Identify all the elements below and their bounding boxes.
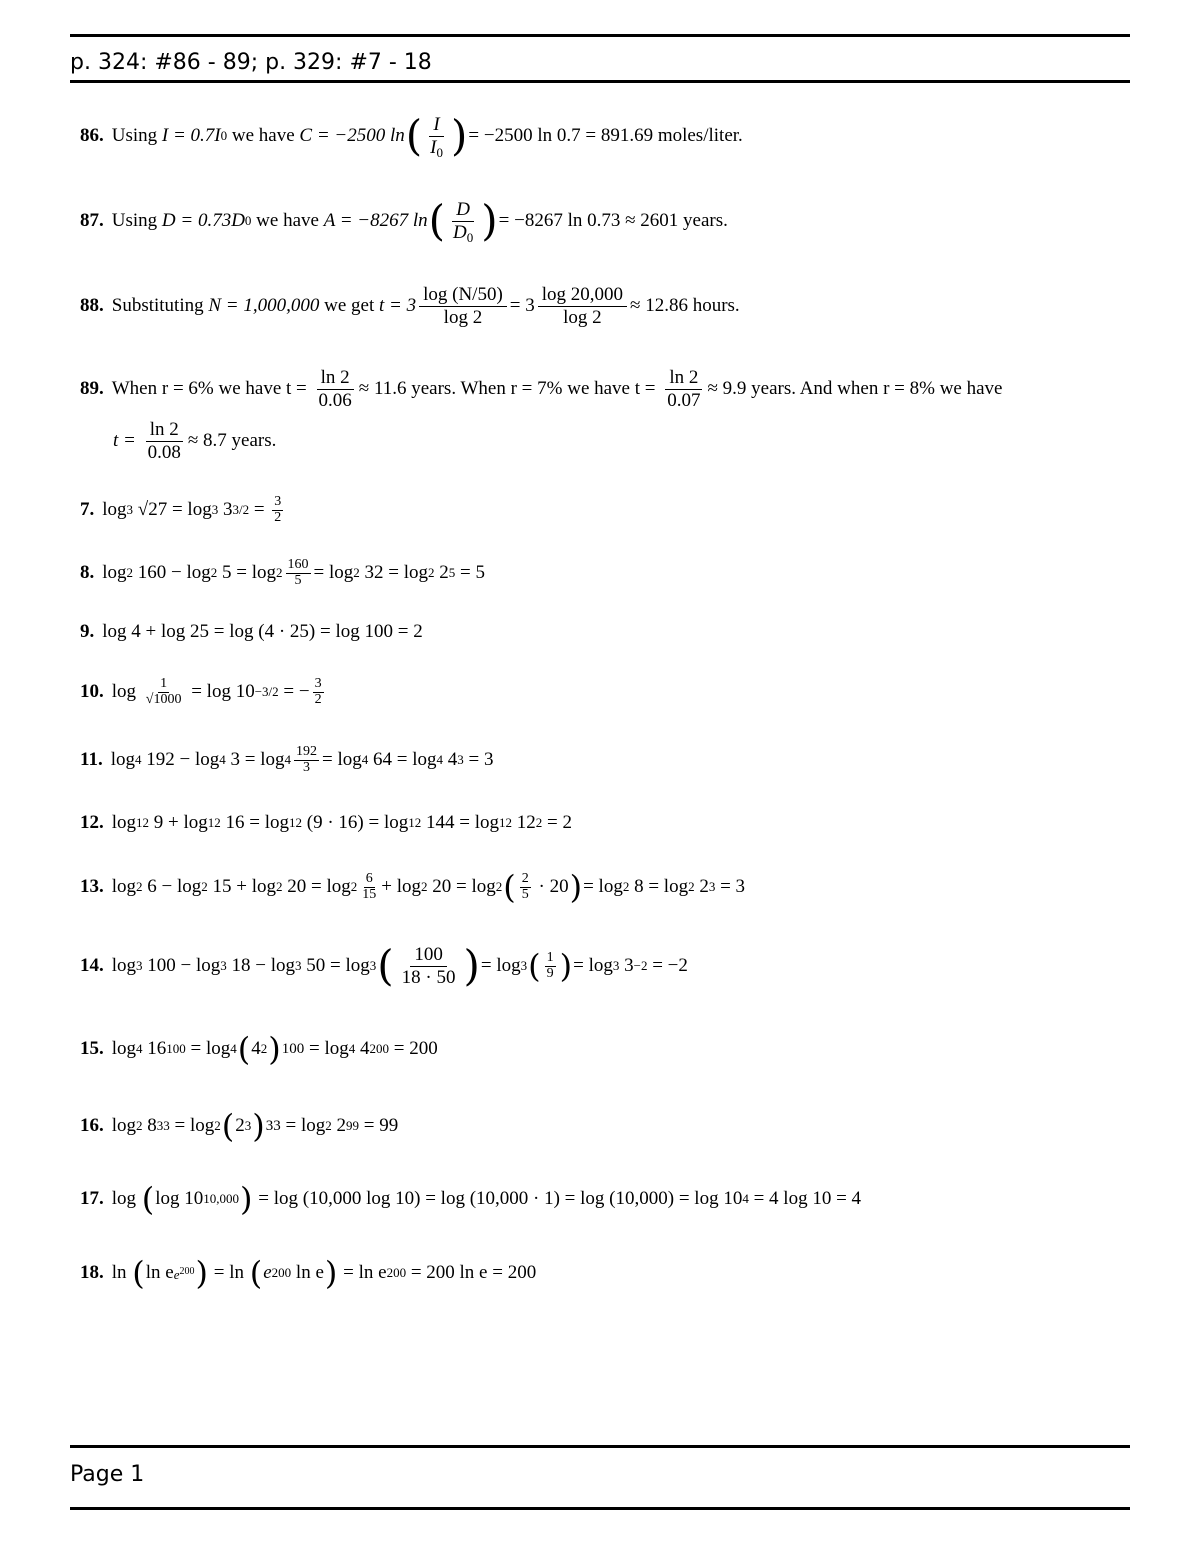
left-paren: (	[132, 1254, 145, 1292]
fraction: $\frac{3}{2}$	[314, 675, 322, 707]
left-paren: (	[237, 1030, 251, 1068]
right-paren: )	[240, 1180, 253, 1218]
problem-87: 87. Using D = 0.73D 0 we have A = −8267 ln ( D $D_0$ ) = −8267 ln 0.73 ≈ 2601 years.	[80, 196, 728, 245]
problem-12: 12. log 12 9 + log 12 16 = log 12 (9 · 16) = log 12 144 = log 12 12 2 = 2	[80, 812, 572, 833]
problem-18: 18. ln ( ln e $e^{200}$ ) = ln ( e 200 ln e ) = ln e 200 = 200 ln e = 200	[80, 1254, 537, 1292]
problem-7: 7. log 3 √27 = log 3 3 3/2 = $\frac{3}{2}$	[80, 493, 282, 525]
left-paren: (	[528, 947, 541, 985]
fraction: 6 15	[362, 870, 377, 902]
left-paren: (	[141, 1180, 155, 1218]
right-paren: )	[324, 1254, 338, 1292]
fraction: 100 18 · 50	[401, 943, 456, 988]
right-paren: )	[195, 1254, 208, 1292]
header-top-rule	[70, 34, 1130, 37]
right-paren: )	[463, 941, 480, 990]
right-paren: )	[252, 1107, 265, 1145]
left-paren: (	[503, 868, 516, 906]
fraction: I $I_0$	[430, 113, 443, 160]
problem-15: 15. log 4 16 100 = log 4 ( 4 2 ) 100 = log 4 4 200 = 200	[80, 1030, 438, 1068]
right-paren: )	[268, 1030, 281, 1068]
page-title: p. 324: #86 - 89; p. 329: #7 - 18	[70, 50, 432, 75]
problem-13: 13. log 2 6 − log 2 15 + log 2 20 = log 2 6 15 + log 2 20 = log 2 ( 2 5 · 20 ) = log 2 8 = log 2 2 3 = 3	[80, 868, 746, 906]
fraction: $\frac{3}{2}$	[274, 493, 282, 525]
page-number: Page 1	[70, 1462, 145, 1487]
fraction: $\frac{160}{5}$	[287, 556, 309, 588]
fraction: $\frac{1}{√1000}$	[145, 675, 182, 707]
problem-8: 8. log 2 160 − log 2 5 = log 2 $\frac{160}{5}$ = log 2 32 = log 2 2 5 = 5	[80, 556, 485, 588]
fraction: 2 5	[521, 870, 529, 902]
right-paren: )	[451, 111, 468, 160]
fraction: $\frac{\ln 2}{0.08}$	[147, 418, 181, 463]
problem-16: 16. log 2 8 33 = log 2 ( 2 3 ) 33 = log 2 2 99 = 99	[80, 1107, 399, 1145]
left-paren: (	[249, 1254, 263, 1292]
problem-88: 88. Substituting N = 1,000,000 we get t = 3 $\frac{\log (N/50)}{\log 2}$ = 3 $\frac{\log 20,000}{\log 2}$ ≈ 12.86 hours.	[80, 283, 740, 328]
fraction: $\frac{\log 20,000}{\log 2}$	[538, 285, 627, 328]
fraction: D $D_0$	[453, 198, 474, 245]
problem-89-continued: t = $\frac{\ln 2}{0.08}$ ≈ 8.7 years.	[113, 418, 277, 463]
problem-86: 86. Using I = 0.7I 0 we have C = −2500 ln ( I $I_0$ ) = −2500 ln 0.7 = 891.69 moles/liter.	[80, 111, 743, 160]
right-paren: )	[481, 196, 498, 245]
fraction: $\frac{\ln 2}{0.07}$	[667, 366, 701, 411]
left-paren: (	[428, 196, 446, 245]
fraction: $\frac{192}{3}$	[295, 743, 317, 775]
right-paren: )	[569, 868, 583, 906]
left-paren: (	[221, 1107, 235, 1145]
left-paren: (	[377, 941, 394, 990]
header-bottom-rule	[70, 80, 1130, 83]
footer-bottom-rule	[70, 1507, 1130, 1510]
problem-10: 10. log $\frac{1}{√1000}$ = log 10 −3/2 = − $\frac{3}{2}$	[80, 675, 322, 707]
left-paren: (	[405, 111, 423, 160]
fraction: $\frac{\log (N/50)}{\log 2}$	[419, 285, 507, 328]
right-paren: )	[559, 947, 573, 985]
footer-top-rule	[70, 1445, 1130, 1448]
fraction: $\frac{\ln 2}{0.06}$	[318, 366, 352, 411]
problem-9: 9. log 4 + log 25 = log (4 · 25) = log 100 = 2	[80, 621, 423, 642]
problem-11: 11. log 4 192 − log 4 3 = log 4 $\frac{192}{3}$ = log 4 64 = log 4 4 3 = 3	[80, 743, 494, 775]
fraction: 1 9	[546, 949, 554, 981]
problem-89: 89. When r = 6% we have t = $\frac{\ln 2}{0.06}$ ≈ 11.6 years. When r = 7% we have t = $\frac{\ln 2}{0.07}$ ≈ 9.9 years. And when r = 8% we have	[80, 366, 1003, 411]
problem-14: 14. log 3 100 − log 3 18 − log 3 50 = log 3 ( 100 18 · 50 ) = log 3 ( 1 9 ) = log 3 3 −2 = −2	[80, 941, 688, 990]
problem-17: 17. log ( log 10 10,000 ) = log (10,000 log 10) = log (10,000 · 1) = log (10,000) = log 10 4 = 4 log 10 = 4	[80, 1180, 862, 1218]
